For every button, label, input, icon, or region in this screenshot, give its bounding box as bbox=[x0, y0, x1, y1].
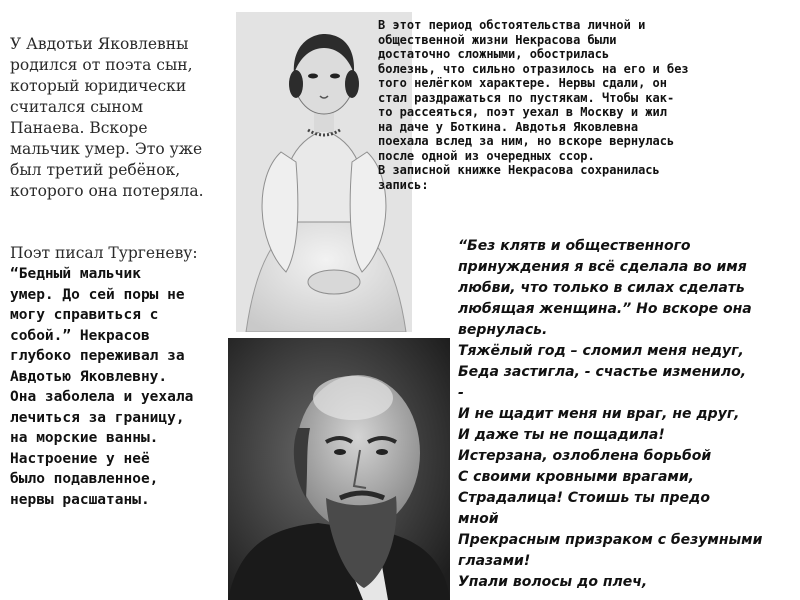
text-line: запись: bbox=[378, 177, 429, 192]
verse-line: вернулась. bbox=[458, 322, 548, 338]
verse-line: принуждения я всё сделала во имя bbox=[458, 259, 747, 275]
text-line: мальчик умер. Это уже bbox=[10, 140, 203, 158]
text-line: Авдотью Яковлевну. bbox=[10, 368, 168, 385]
verse-line: глазами! bbox=[458, 553, 531, 569]
verse-line: “Без клятв и общественного bbox=[458, 238, 691, 254]
text-line: было подавленное, bbox=[10, 471, 159, 487]
text-line: лечиться за границу, bbox=[10, 409, 185, 426]
text-line: глубоко переживал за bbox=[10, 348, 185, 364]
verse-line: И даже ты не пощадила! bbox=[458, 427, 665, 443]
text-line: Она заболела и уехала bbox=[10, 389, 194, 405]
text-line: собой.” Некрасов bbox=[10, 327, 150, 344]
text-line: В записной книжке Некрасова сохранилась bbox=[378, 163, 660, 177]
text-line: стал раздражаться по пустякам. Чтобы как- bbox=[378, 90, 675, 105]
intro-line: Поэт писал Тургеневу: bbox=[10, 244, 198, 262]
verse-line: Прекрасным призраком с безумными bbox=[458, 532, 763, 548]
verse-line: И не щадит меня ни враг, не друг, bbox=[458, 406, 740, 422]
text-line: достаточно сложными, обострилась bbox=[378, 47, 610, 61]
right-paragraph-hard-period bbox=[378, 18, 796, 192]
verse-line: Упали волосы до плеч, bbox=[458, 574, 648, 590]
text-line: после одной из очередных ссор. bbox=[378, 148, 595, 163]
text-line: “Бедный мальчик bbox=[10, 266, 141, 282]
portrait-man-photo bbox=[228, 338, 450, 600]
text-line: Настроение у неё bbox=[10, 450, 150, 467]
text-line: на морские ванны. bbox=[10, 430, 159, 446]
verse-line: любви, что только в силах сделать bbox=[458, 280, 745, 296]
text-line: был третий ребёнок, bbox=[10, 161, 181, 179]
text-line: которого она потеряла. bbox=[10, 182, 204, 200]
text-line: Панаева. Вскоре bbox=[10, 119, 148, 137]
text-line: родился от поэта сын, bbox=[10, 56, 193, 74]
right-verse-quote bbox=[458, 236, 798, 593]
text-line: поехала вслед за ним, но вскоре вернулась bbox=[378, 134, 675, 148]
text-line: считался сыном bbox=[10, 98, 144, 116]
left-bold-quote-paragraph bbox=[10, 264, 238, 510]
text-line: болезнь, что сильно отразилось на его и без bbox=[378, 61, 689, 76]
verse-line: - bbox=[458, 385, 464, 401]
man-portrait-icon bbox=[228, 338, 450, 600]
verse-line: Беда застигла, - счастье изменило, bbox=[458, 364, 747, 380]
verse-line: мной bbox=[458, 511, 499, 527]
text-line: на даче у Боткина. Авдотья Яковлевна bbox=[378, 119, 639, 134]
left-paragraph-child-death bbox=[10, 34, 238, 202]
verse-line: С своими кровными врагами, bbox=[458, 469, 694, 485]
text-line: того нелёгком характере. Нервы сдали, он bbox=[378, 76, 667, 90]
verse-line: Страдалица! Стоишь ты предо bbox=[458, 490, 710, 506]
text-line: общественной жизни Некрасова были bbox=[378, 32, 617, 47]
verse-line: Тяжёлый год – сломил меня недуг, bbox=[458, 343, 744, 359]
text-line: В этот период обстоятельства личной и bbox=[378, 18, 646, 32]
verse-line: любящая женщина.” Но вскоре она bbox=[458, 301, 752, 317]
left-intro-turgenev bbox=[10, 243, 250, 264]
text-line: могу справиться с bbox=[10, 307, 159, 323]
text-line: У Авдотьи Яковлевны bbox=[10, 35, 189, 53]
text-line: умер. До сей поры не bbox=[10, 286, 185, 303]
text-line: который юридически bbox=[10, 77, 187, 95]
text-line: нервы расшатаны. bbox=[10, 491, 150, 508]
text-line: то рассеяться, поэт уехал в Москву и жил bbox=[378, 105, 667, 119]
verse-line: Истерзана, озлоблена борьбой bbox=[458, 448, 712, 464]
